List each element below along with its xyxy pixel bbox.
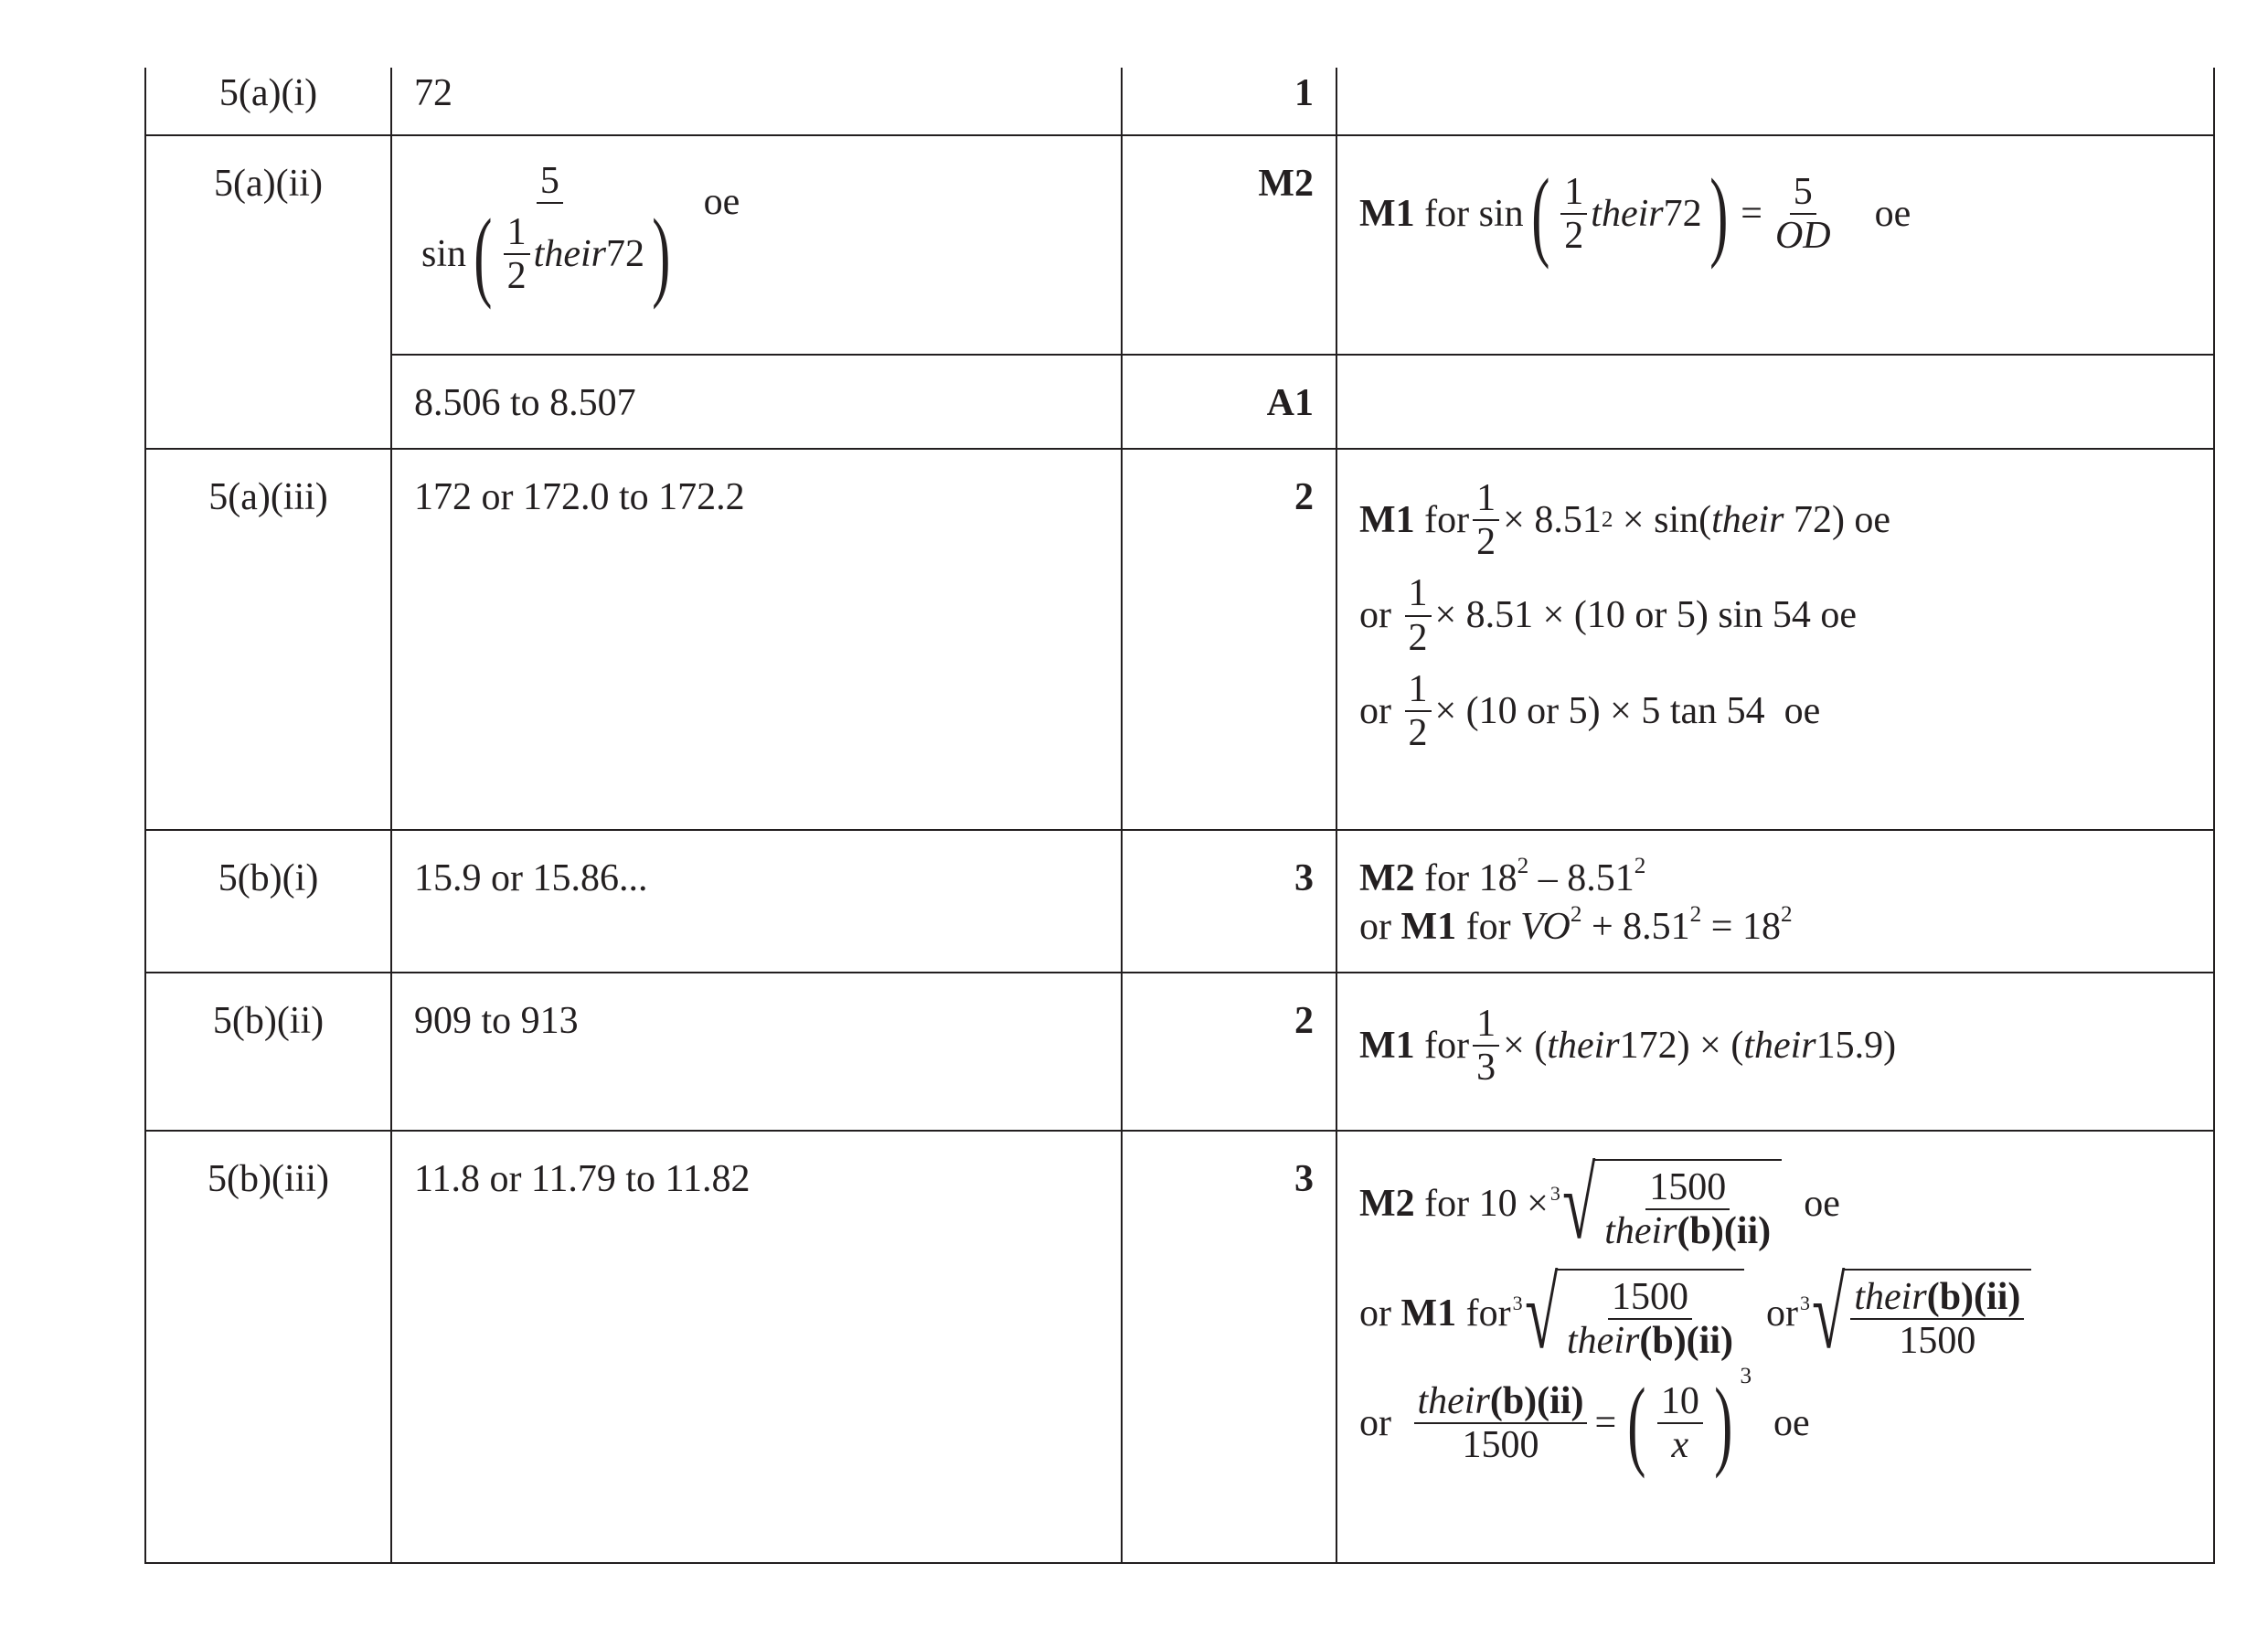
parenthesis-group: ( $\frac{10}{x}$ ): [1627, 1367, 1733, 1479]
answer-cell: [391, 135, 1122, 355]
for-text: for: [1424, 498, 1470, 541]
superscript: 2: [1517, 854, 1529, 879]
fraction: [1473, 477, 1499, 563]
fraction: [1657, 1380, 1703, 1466]
or-text: or: [1359, 594, 1391, 637]
denominator: [1563, 1320, 1737, 1362]
mark-code: M1: [1400, 905, 1457, 948]
question-cell: 5(b)(ii): [145, 973, 391, 1131]
root-index: 3: [1800, 1292, 1810, 1314]
root-index: 3: [1549, 1182, 1560, 1205]
value-text: 72: [1663, 192, 1702, 235]
or-text: or: [1359, 689, 1391, 732]
guidance-cell: [1336, 135, 2214, 355]
expr-text: = 18: [1701, 905, 1781, 948]
denominator: x: [1671, 1424, 1689, 1466]
expr-text: × 8.51 × (10 or 5) sin 54 oe: [1434, 594, 1857, 637]
question-cell: 5(a)(i): [145, 68, 391, 135]
marks-cell: 2: [1122, 449, 1336, 830]
marks-cell: M2: [1122, 135, 1336, 355]
table-row: [145, 68, 2214, 135]
numerator: 1: [1405, 668, 1432, 712]
guidance-line: M1 for $\frac{1}{2}$ × 8.51 2 × sin( their 72) oe: [1359, 477, 1891, 564]
sin-text: sin: [421, 233, 467, 276]
fraction: [1850, 1276, 2024, 1362]
numerator: 10: [1657, 1380, 1703, 1424]
oe-text: oe: [1773, 1401, 1810, 1444]
answer-cell: 909 to 913: [391, 973, 1122, 1131]
table-row: [145, 973, 2214, 1131]
marks-cell: A1: [1122, 355, 1336, 449]
denominator: 2: [1476, 521, 1496, 564]
expr-text: × sin(: [1622, 498, 1712, 541]
guidance-line: [1359, 903, 2213, 952]
mark-code: M2: [1359, 1182, 1415, 1225]
answer-cell: 172 or 172.0 to 172.2: [391, 449, 1122, 830]
answer-cell: 72: [391, 68, 1122, 135]
superscript: 2: [1689, 901, 1702, 927]
for-text: for: [1424, 192, 1470, 235]
denominator: 2: [1408, 616, 1428, 659]
fraction: [1405, 668, 1432, 754]
numerator: [1850, 1276, 2024, 1320]
fraction: [418, 160, 682, 311]
guidance-cell: [1336, 68, 2214, 135]
denominator: 1500: [1899, 1320, 1976, 1362]
denominator: 3: [1476, 1047, 1496, 1090]
their-text: their: [1567, 1320, 1640, 1362]
value-text: 72: [605, 233, 644, 276]
fraction: [1563, 1276, 1737, 1362]
expr-text: – 8.51: [1528, 857, 1634, 899]
marks-cell: 2: [1122, 973, 1336, 1131]
marks-cell: 1: [1122, 68, 1336, 135]
sin-text: sin: [1478, 192, 1524, 235]
mark-code: M1: [1359, 498, 1415, 541]
guidance-cell: [1336, 355, 2214, 449]
expr-text: for 18: [1424, 857, 1517, 899]
guidance-cell: [1336, 449, 2214, 830]
guidance-line: [1359, 855, 2213, 903]
mark-scheme-table: [144, 68, 2215, 1564]
denominator: 2: [1564, 215, 1584, 257]
or-text: or: [1766, 1292, 1798, 1335]
oe-text: oe: [1874, 192, 1911, 235]
mark-code: M1: [1359, 192, 1415, 235]
part-ref: (b)(ii): [1677, 1210, 1772, 1252]
oe-text: oe: [703, 181, 740, 223]
their-text: their: [1854, 1275, 1927, 1318]
superscript: 2: [1634, 854, 1646, 879]
numerator: 5: [1790, 171, 1816, 215]
part-ref: (b)(ii): [1489, 1379, 1584, 1422]
guidance-line: [1359, 158, 2213, 270]
or-text: or: [1359, 1292, 1391, 1335]
fraction: [1601, 1166, 1774, 1252]
marks-cell: 3: [1122, 830, 1336, 973]
equals-sign: =: [1741, 192, 1762, 235]
guidance-line: [1359, 668, 2213, 754]
question-cell: 5(b)(iii): [145, 1131, 391, 1563]
cube-root: 3 √ $\frac{\text{their(b)(ii)}}{1500}$: [1800, 1263, 2031, 1364]
cube-root: 3 √ $\frac{1500}{\text{their(b)(ii)}}$: [1513, 1263, 1744, 1364]
expr-text: × 8.51: [1503, 498, 1602, 541]
half-fraction: [504, 211, 530, 297]
for-text: for 10 ×: [1424, 1182, 1549, 1225]
numerator: 1500: [1645, 1166, 1730, 1210]
expr-text: 15.9): [1815, 1024, 1897, 1067]
numerator: 1: [1405, 572, 1432, 616]
mark-code: M1: [1359, 1024, 1415, 1067]
expr-text: + 8.51: [1581, 905, 1690, 948]
cube-root: 3 √ $\frac{1500}{\text{their(b)(ii)}}$: [1550, 1154, 1782, 1254]
guidance-line: or $\frac{\text{their(b)(ii)}}{1500}$ = ( $\frac{10}{x}$ ) 3 oe: [1359, 1364, 1810, 1479]
expr-text: 172) × (: [1619, 1024, 1744, 1067]
or-text: or: [1359, 1401, 1391, 1444]
guidance-line: [1359, 1148, 2213, 1260]
denominator: 2: [506, 255, 527, 298]
their-text: their: [1417, 1379, 1490, 1422]
expr-text: × (: [1503, 1024, 1548, 1067]
oe-text: oe: [1804, 1182, 1840, 1225]
their-text: their: [1711, 498, 1784, 541]
equals-sign: =: [1594, 1401, 1617, 1444]
numerator: 1500: [1608, 1276, 1692, 1320]
marks-cell: 3: [1122, 1131, 1336, 1563]
numerator: 1: [1560, 171, 1587, 215]
numerator: 1: [504, 211, 530, 255]
part-ref: (b)(ii): [1926, 1275, 2021, 1318]
answer-expression: [414, 160, 1121, 311]
table-row: [145, 830, 2214, 973]
expr-text: 72) oe: [1784, 498, 1891, 541]
superscript: 2: [1780, 901, 1793, 927]
for-text: for: [1424, 1024, 1470, 1067]
answer-cell: 8.506 to 8.507: [391, 355, 1122, 449]
for-text: for: [1465, 1292, 1511, 1335]
denominator: [418, 198, 682, 311]
guidance-line: [1359, 572, 2213, 658]
fraction: [1414, 1380, 1588, 1466]
table-row: [145, 135, 2214, 355]
question-cell: 5(a)(iii): [145, 449, 391, 830]
answer-cell: 15.9 or 15.86...: [391, 830, 1122, 973]
mark-code: M2: [1359, 857, 1415, 899]
table-row: [145, 1131, 2214, 1563]
fraction: [1772, 171, 1835, 257]
denominator: 2: [1408, 711, 1428, 754]
expr-text: × (10 or 5) × 5 tan 54 oe: [1434, 689, 1821, 732]
for-text: for: [1465, 905, 1511, 948]
guidance-cell: [1336, 973, 2214, 1131]
guidance-cell: [1336, 830, 2214, 973]
guidance-cell: [1336, 1131, 2214, 1563]
their-text: their: [1547, 1024, 1620, 1067]
mark-code: M1: [1400, 1292, 1457, 1335]
their-text: their: [1604, 1210, 1677, 1252]
numerator: [1414, 1380, 1588, 1424]
fraction: [1405, 572, 1432, 658]
half-fraction: [1560, 171, 1587, 257]
their-text: their: [1743, 1024, 1816, 1067]
denominator: [1601, 1210, 1774, 1252]
parenthesis-group: ( $\frac{1}{2}$ their 72 ): [1530, 158, 1729, 270]
denominator: OD: [1774, 215, 1831, 257]
guidance-line: [1359, 1003, 2213, 1089]
question-cell: 5(a)(ii): [145, 135, 391, 449]
numerator: 1: [1473, 1003, 1499, 1047]
their-text: their: [533, 233, 606, 276]
question-cell: 5(b)(i): [145, 830, 391, 973]
superscript: 2: [1570, 901, 1582, 927]
parenthesis-group: ( $\frac{1}{2}$ their 72 ): [474, 198, 671, 311]
numerator: 1: [1473, 477, 1499, 521]
or-text: or: [1359, 905, 1391, 948]
their-text: their: [1591, 192, 1664, 235]
fraction: [1473, 1003, 1499, 1089]
guidance-line: [1359, 1258, 2213, 1369]
table-row: [145, 449, 2214, 830]
table-row: [145, 355, 2214, 449]
part-ref: (b)(ii): [1639, 1320, 1733, 1362]
answer-cell: 11.8 or 11.79 to 11.82: [391, 1131, 1122, 1563]
vo-text: VO: [1520, 905, 1571, 948]
numerator: 5: [537, 160, 563, 204]
denominator: 1500: [1462, 1424, 1539, 1466]
root-index: 3: [1512, 1292, 1523, 1314]
